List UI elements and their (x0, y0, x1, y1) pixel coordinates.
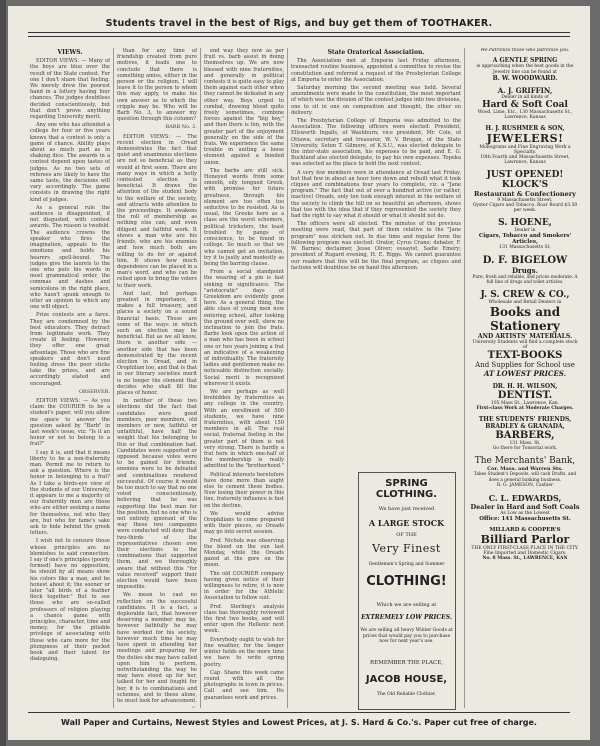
footer-rule (28, 712, 570, 713)
article-text: Prof. Nichols was observing the blood on the sun last Monday, while the Oreads gazed at the gore on the moon. (204, 537, 284, 569)
ad-students-friends: THE STUDENTS' FRIENDS, (478, 416, 572, 424)
ad-remember: REMEMBER THE PLACE, (370, 660, 443, 666)
article-text: As a general rule the audience is disappointed, if not disgusted, with contest awards. The reason is twofold. The audience crowns the speaker who fires the imagination, appeals to the emotions and holds his hearers spell-bound. The judges give the laurels to the one who puts his words in most grammatical order, the commas and dashes and semicolons in the right place, who hasn't spunk enough to utter an opinion to which any one will object. (30, 204, 110, 311)
article-text: A very few members were in attendance at Oread last Friday, but that few in about an hour tore down and rebuilt what it took cliques and combinations four years to complete, viz. a "Jane program." The fact that out of over a hundred active (or rather, inactive) Oreads, only ten took enough interest in the welfare of the society to climb the hill on so beautiful an afternoon, shows that too with the idea that if they represented the society they had the right to say what it should or what it should not do. (291, 169, 461, 220)
article-text: We are perhaps as well brebidden by fraternities as any college in the country. With an enrollment of 500 students, we have nine fraternities, with about 150 members in all. The real social, fraternal feeling in the greater part of them is not very strong. There is hardly a frat here in which one-half of the membership is really admitted to the "brotherhood." (204, 388, 284, 470)
signature: BARB No. 2. (165, 124, 197, 131)
ad-woodward: B. W. WOODWARD. (492, 75, 558, 82)
article-text: EDITOR VIEWS: — The recent election in Oread demonstrates the fact that quiet and unanimous elections are not so beneficial as they would at first seem. There are many ways in which a hotly contested election is beneficial. It draws the attention of the student body to the welfare of the society, and attracts wide attention to the proceedings. It awakens the roll of membership as nothing else can, and even diligent and faithful work. It shows a man who are his friends, who are his enemies and how much both are willing to do for or against him. It shows how much dependence can be placed in a man's word, and who can be relied upon to bring the voters to their work. (117, 133, 197, 289)
ad-first-class: First-class Work at Moderate Charges. (476, 406, 574, 412)
article-text: Any one who has attended a college for four or five years knows that a contest is only a game of chance. Ability plays about as much part as in shaking dice. The awards in a contest depend upon tastes of judges. As no two sets of referees are likely to have the same taste, the decisions will vary accordingly. The game consists in drawing the right kind of judges. (30, 122, 110, 203)
article-text: The Association met at Emporia last Friday afternoon, transacted routine business, appointed a committee to revise the constitution and referred a request of the Presbyterian College at Emporia to enter the Association. (291, 58, 461, 83)
article-text: The officers were all elected. The minutes of the previous meeting were read, that part of them relative to the "Jane program" was stricken out. In due time and regular form the following program was elected: Orator, Cyrus Crane; debater, F. W. Barnes; declaimer, Jesse Oliver; essayist, Sadie Emery; president of Rugard evening, H. E. Riggs. We cannot guarantee our readers that this will be the final program, as cliques and factions will doubtless be on hand this afternoon. (291, 221, 461, 271)
ad-monograms: Monograms and Fine Engraving Work a Specialty. (479, 145, 571, 155)
ad-large-stock: A LARGE STOCK (368, 518, 445, 528)
ad-wilson-addr: 105 Mass St., Lawrence, Kan. (490, 401, 560, 407)
column-1 (30, 48, 110, 708)
ad-selling-all: We are selling all heavy Winter Goods at prices that would pay you to purchase now for next year's use. (360, 628, 453, 644)
ad-reliable: The Old Reliable Clothier. (377, 692, 436, 697)
ad-patronize: We Patronize those who patronize you. (480, 48, 570, 53)
column-divider (200, 48, 201, 708)
ad-griffin-sub: Dealer in all kinds of (501, 95, 549, 100)
ad-klocks-addr: 9 Massachusetts Street. (497, 198, 553, 203)
binding-edge (0, 0, 6, 746)
article-text: Saturday morning the second meeting was held. Several amendments were made to the constitution, the most important of which was the division of the contest judges into two divisions, one to sit in one on composition and thought, the other on delivery. (291, 85, 461, 116)
article-text: than for any time of friendship created from pure motives, it leads one to conclude that there is something amiss, either in the person or the religion. I will leave it to the person to whom this may apply, to make his own answer as to which the cripple may be. Who will be Barb No. 3, to answer my question through this column? (117, 48, 197, 123)
column-divider (287, 48, 288, 708)
ad-drugs-text: Pure, fresh and reliable, and prices moderate. A full line of drugs and toilet articles. (472, 275, 578, 286)
column-3 (204, 48, 284, 708)
ad-have-received: We have just received (378, 506, 435, 512)
ad-gentle-spring: A GENTLE SPRING (492, 57, 558, 64)
ad-bank-text: Takes Student's Deposits, will cash Drafts, and does a general banking business. (473, 472, 577, 483)
ad-rushmer-addr: 10th Fourth and Massachusetts Street, Lawrence, Kansas (480, 155, 570, 165)
ad-jewelers: JEWELERS! (486, 132, 564, 145)
header-rule-thin (28, 36, 570, 37)
article-text: Everybody ought to wish for fine weather, for the longer winter holds on the more time we have to write spring poetry. (204, 636, 284, 668)
ad-very-finest: Very Finest (372, 542, 441, 555)
column-divider (113, 48, 114, 708)
ad-text-books: TEXT-BOOKS (487, 350, 563, 362)
article-text: end way they now as per fruit vs. barb assist in doing themselves up. We are now blessed with nine fraternities, and generally in political contests it is quite easy to play them against each other when they cannot be defeated in any other way. Boys urged to combat, drawing blood quite freely sometimes, combine forces against the "big boy," and then there is fun, with the greater part of the enjoyment generally on the side of the frats. We experience the same trouble in uniting a loose element against a bonded union. (204, 48, 284, 166)
ad-edwards: C. L. EDWARDS, (488, 492, 562, 503)
article-text: Political interests heretofore have done more than aught else to cement these bodies. Now losing their power in this line, fraternity influence is fast on the decline. (204, 471, 284, 509)
ad-klocks: KLOCK'S (501, 180, 549, 190)
ad-edwards-text: As Low as the Lowest (500, 510, 550, 516)
ad-gentlemens: Gentlemen's Spring and Summer (368, 562, 445, 567)
ad-millard: MILLARD & COOPER'S (489, 526, 561, 533)
ad-barbers-text: Go there for Tonsorial work. (492, 446, 558, 452)
ad-just-opened: JUST OPENED! (486, 170, 564, 180)
ad-which-we: Which we are selling at (376, 602, 437, 608)
column-4 (291, 48, 461, 468)
ad-crew: J. S. CREW & CO., (480, 290, 570, 301)
signature: OBSERVER. (78, 388, 110, 395)
ad-hoene-addr: 131 Massachusetts St. (499, 245, 551, 250)
ad-cigars: Cigars, Tobacco and Smokers' Articles, (478, 233, 572, 245)
ad-crew-sub: Wholesale and Retail Dealers in (488, 300, 562, 306)
article-text: And last, but perhaps greatest in importance, it makes a full treasury, and places a society on a sound financial basis. These are some of the ways in which such an election may be beneficial. But as we all know, there is another side — another side that has been demonstrated by the recent election in Oread, and in Orophilian too, and that is that in our literary societies merit is no longer the element that decides who shall fill the places of honor. (117, 290, 197, 396)
header-rule (28, 32, 570, 33)
article-text: We would advise Orophilians to come prepared with their pieces, so Oreads may go into secret session. (204, 510, 284, 536)
article-text: EDITOR VIEWS: — As you claim the COURIER to be a student's paper, will you allow me space to answer the question asked by "Barb" in last week's issue, viz: "Is it an honor or not to belong to a frat?" (30, 397, 110, 448)
article-text: Prize contests are a farce. They are condemned by the best educators. They detract from legitimate work. They create ill feeling. However, they offer one great advantage. Those who are fine speakers and don't need fooling dress the poor sticks take the prizes, and are accordingly elated and encouraged. (30, 312, 110, 387)
ad-low-prices: EXTREMELY LOW PRICES. (361, 614, 452, 621)
ad-merchants-bank: The Merchants' Bank, (474, 456, 576, 467)
ad-rushmer: H. J. RUSHMER & SON, (485, 125, 565, 132)
ad-books-stationery: Books and Stationery (489, 305, 561, 334)
header-banner: Students travel in the best of Rigs, and buy get them of TOOTHAKER. (105, 18, 493, 29)
footer-banner: Wall Paper and Curtains, Newest Styles and Lowest Prices, at J. S. Hard & Co.'s. Paper cut free of charge. (61, 718, 537, 727)
ad-restaurant: Restaurant & Confectionery (474, 190, 576, 198)
ad-drugs: Drugs. (511, 266, 539, 275)
ad-artists: AND ARTISTS' MATERIALS. (477, 333, 573, 341)
newspaper-page (8, 6, 590, 740)
ad-clothing: CLOTHING! (366, 574, 447, 589)
article-text: The Presbyterian College of Emporia was admitted to the Association. The following officers were elected: President, Ellsworth Ingalls, of Washburn; vice president, Mr. Cole, of Ottawa; secretary and treasurer, W. V. Brogan, of the State University. Seton T. Gilmore, of K.S.U., was elected delegate to the inter-state association, his expenses to be paid, and E. G. Buckland also elected delegate, to pay his own expenses. Topeka was selected as the place to hold the next contest. (291, 118, 461, 168)
ad-supplies: And Supplies for School use (475, 361, 575, 370)
article-text: We mean to cast no reflection on the successful candidates. It is a fact, a deplorable fact, that however deserving a member may be, however faithfully he may have worked for his society, however much time he may have spent in attending her meetings and preparing for the duties she may have called upon him to perform, notwithstanding the way he may have stood up for her, talked for her and fought for her, it is to combinations and schemes, and to these alone, he must look for advancement. (117, 592, 197, 704)
ad-klocks-text: Oyster Cigars and Tobacco. Boar Board $3.50 per week. (472, 203, 578, 213)
ad-hard-soft-coal: Hard & Soft Coal (482, 100, 568, 110)
ad-bank-addr: Cor. Mass. and Warren Sts. (487, 466, 563, 473)
ad-bigelow: D. F. BIGELOW (482, 255, 568, 266)
ad-billiard-text: THE ONLY FIRST-CLASS PLACE IN THE CITY. (471, 545, 579, 551)
ad-bradley: BRADLEY & GRANADA, (485, 423, 565, 431)
article-text: The barbs are still sick. Honeyed words from some smooth, oily tongued Greek, with promise for future greatness, through his element are too often too seductive to be resisted. As is usual, the Greeks here as a class are the worst schemers, political tricksters, the least troubled by pangs of conscience, to be found in college. So much so that we who cannot get an invitation, try it to justly and modestly as being the barring clause. (204, 167, 284, 267)
ad-of-the: OF THE (396, 532, 417, 538)
ad-jacob-house: JACOB HOUSE, (365, 674, 448, 685)
ad-griffin: A. J. GRIFFIN, (497, 86, 553, 95)
ad-wilson: DR. H. H. WILSON, (492, 383, 558, 391)
ad-hoene-sub: Dealer in (514, 228, 536, 233)
ad-griffin-addr: Wood, Lime, Etc., 130 Massachusetts St., Lawrence, Kansas (477, 110, 573, 120)
ad-crew-text: University Students will find a complete stock of (472, 340, 578, 351)
article-text: I wish not to censure those whose principles are no blemishes to said connection. I say if one's principles (poorly formed) have no opposition, he should by all means show his colors like a man, and be honest about it; the sooner or later "all birds of a feather flock together." But to see those who are so-called professors of religion playing a chance game with principles, character, time and money, for the pitiable privilege of associating with those who care more for the plumpness of their pocket book and their talent for dialoguing. (30, 538, 110, 663)
ad-edwards-office: Office: 141 Massachusetts St. (479, 515, 571, 522)
ad-billiard-sub: Fine Imported and Domestic Cigars. (483, 550, 567, 556)
ad-jameson: R. G. JAMESON, Cashier (496, 482, 554, 488)
ad-billiard: Billiard Parlor (480, 532, 570, 546)
article-text: I say it is, and that it means liberty to be a non-fraternity man. Permit me to return to ask a question. Where is the honor in belonging to a frat? As I take a birds-eye view of the students of our University, it appears to me a majority of our fraternity men are those who are either seeking a name for themselves, not who they are, but who for fame's sake ask to hide behind the greek letters. (30, 449, 110, 537)
article-text: In neither of these two elections did the fact that candidates were good members, poor members, old members or new, faithful or unfaithful, have half the weight that his belonging to this or that combination had. Candidates were supported or opposed because votes were to be gained for friends; enemies were to be defeated and combinations rendered successful. Of course it would be too much to say that no one voted conscientiously, believing that he was supporting the best man for the position, but no one who is not entirely ignorant of the way these two campaigns were conducted will deny that two-thirds of the representatives chosen owe their elections to the combinations that supported them, and we thoroughly aware that without this "for value received" support their election would have been impossible. (117, 398, 197, 591)
column-divider (464, 48, 465, 708)
column-2 (117, 48, 197, 708)
ad-edwards-sub: Dealer in Hard and Soft Coals (470, 502, 580, 511)
ad-spring-clothing: SPRING CLOTHING. (375, 478, 438, 500)
ad-gentle-spring-text: is approaching when the best goods in the Jewelry line can be found at (476, 64, 574, 75)
article-text: Prof. Sterling's analysis class has thoroughly reviewed the first two books, and will enter upon the Hellenic next week. (204, 603, 284, 635)
ad-barbers: BARBERS, (495, 430, 555, 442)
association-title: State Oratorical Association. (327, 49, 425, 56)
views-title: VIEWS. (57, 49, 83, 56)
ad-billiard-addr: No. 8 Mass. St., LAWRENCE, KAN (482, 555, 568, 561)
ad-hoene: S. HOENE, (498, 218, 552, 228)
ad-barbers-addr: 131 Mass. St. (509, 441, 541, 447)
article-text: From a social standpoint the wearing of a pin is fast sinking in significance. The "aristocratic" days of Greekdom are evidently gone here. As a general thing, the able class of young men now entering school, after looking the ground over well, show no inclination to join the frats. Barbs look upon the action of a man who has been in school one or two years joining a frat an indicative of a weakening of individuality. The fraternity ladies and gentlemen make no noticeable distinction socially. Social merit is recognized wherever it exists. (204, 269, 284, 387)
article-text: EDITOR VIEWS: — Many of the boys are blue over the result of the State contest. For one I don't share that feeling. We merely drew the poorest hand in a lottery having four chances. The judges doubtless decided conscientiously, but that don't prove anything regarding University merit. (30, 58, 110, 121)
ad-dentist: DENTIST. (497, 390, 553, 402)
advertisement-column (470, 48, 580, 708)
article-text: Cap. Shane this week came round with all the photographs in town in prices. Call and see him. He guarantees work and prices. (204, 669, 284, 701)
signature (117, 706, 197, 708)
ad-lowest: AT LOWEST PRICES. (483, 369, 567, 379)
article-text: The old COURIER company having given notice of their willingness to retire, it is now in order for the Athletic Association to follow suit. (204, 570, 284, 602)
